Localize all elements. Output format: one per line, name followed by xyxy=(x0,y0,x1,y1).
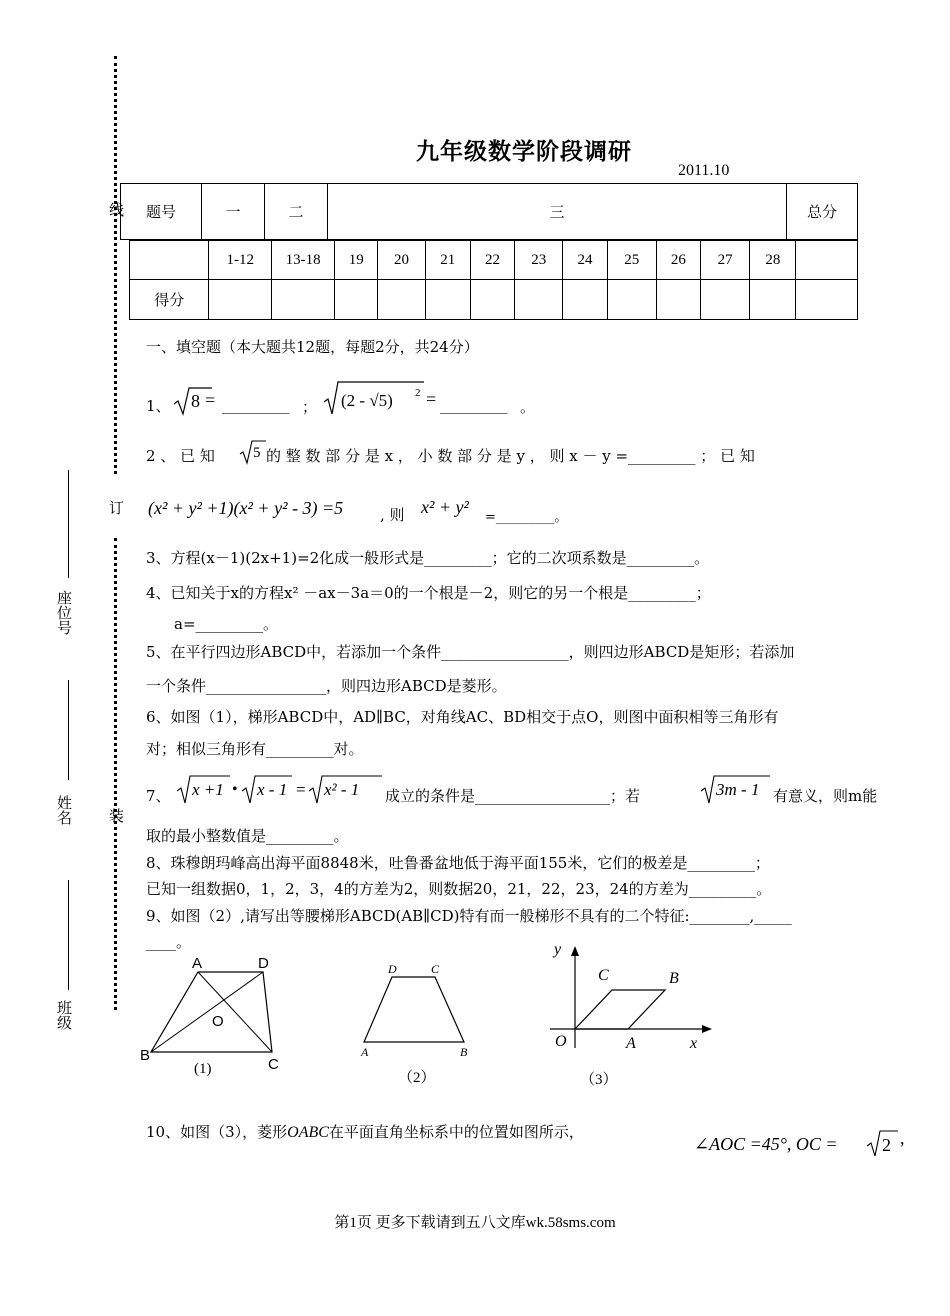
fig3-label-x: x xyxy=(690,1035,698,1052)
fig3-label-b: B xyxy=(669,970,679,987)
header-cell-number: 题号 xyxy=(121,184,202,240)
q10-comma: , xyxy=(900,1128,905,1148)
q2-lead: 2 、 已 知 xyxy=(146,447,220,465)
question-8-line-1: 8、珠穆朗玛峰高出海平面8848米，吐鲁番盆地低于海平面155米，它们的极差是_________； xyxy=(146,854,770,872)
fig1-caption: (1) xyxy=(194,1061,212,1077)
fig1-label-a: A xyxy=(192,956,203,972)
score-cell[interactable] xyxy=(607,280,656,320)
figure-2-isosceles-trapezoid xyxy=(358,960,478,1060)
q7-dot: • xyxy=(232,781,238,798)
question-5-line-1: 5、在平行四边形ABCD中，若添加一个条件_________________，则四边形ABCD是矩形；若添加 xyxy=(146,643,795,661)
q7-root-3: x² - 1 xyxy=(324,780,360,799)
q2-equation: (x² + y² +1)(x² + y² - 3) =5 xyxy=(148,498,344,518)
score-row-label: 得分 xyxy=(130,280,209,320)
question-5-line-2: 一个条件________________，则四边形ABCD是菱形。 xyxy=(146,677,507,695)
q1-period: 。 xyxy=(520,398,536,416)
score-col-26: 26 xyxy=(656,241,700,280)
seat-number-label: 座位号 xyxy=(55,590,73,635)
header-cell-part1: 一 xyxy=(202,184,265,240)
score-col-label xyxy=(130,241,209,280)
q1-radicand: 8 xyxy=(191,391,200,411)
score-cell[interactable] xyxy=(335,280,378,320)
score-table-body xyxy=(129,240,858,320)
fig2-label-d: D xyxy=(388,962,397,976)
binding-char-ding: 订 xyxy=(107,500,125,515)
q2-sum: x² + y² xyxy=(421,497,469,517)
question-4-line-2: a=_________。 xyxy=(174,615,279,633)
question-3: 3、方程(x－1)(2x+1)=2化成一般形式是_________；它的二次项系数是_________。 xyxy=(146,549,710,567)
score-cell[interactable] xyxy=(563,280,607,320)
q1-number: 1、 xyxy=(146,397,171,415)
q1-exponent: 2 xyxy=(415,387,421,399)
class-label: 班级 xyxy=(55,1000,73,1030)
fig2-label-b: B xyxy=(460,1045,468,1059)
question-7-end: 有意义，则m能 xyxy=(773,787,878,805)
q1-blank-1[interactable]: _________ xyxy=(222,396,290,414)
q10-text: 在平面直角坐标系中的位置如图所示， xyxy=(328,1123,584,1141)
q7-math-expression xyxy=(176,773,386,807)
q1-equals-1: = xyxy=(205,390,216,410)
question-6-line-1: 6、如图（1），梯形ABCD中，AD∥BC，对角线AC、BD相交于点O，则图中面积相等三角形有 xyxy=(146,708,779,726)
exam-date: 2011.10 xyxy=(678,162,730,179)
q7-math-3m xyxy=(700,773,774,807)
figure-3-rhombus-coordinates xyxy=(546,938,716,1054)
fig3-label-a: A xyxy=(626,1035,636,1052)
binding-char-zhuang: 装 xyxy=(107,808,125,823)
score-cell[interactable] xyxy=(701,280,750,320)
q2-blank[interactable]: =_________。 xyxy=(485,510,568,525)
question-8-line-2: 已知一组数据0，1，2，3，4的方差为2，则数据20，21，22，23，24的方差为_________。 xyxy=(146,880,772,898)
q7-root-1: x +1 xyxy=(192,780,224,799)
fig1-label-c: C xyxy=(268,1056,279,1073)
question-7-line-2: 取的最小整数值是_________。 xyxy=(146,827,349,845)
figure-1-trapezoid xyxy=(136,956,296,1080)
page-footer: 第1页 更多下载请到五八文库wk.58sms.com xyxy=(334,1215,616,1231)
fig3-label-c: C xyxy=(598,967,609,984)
score-cell[interactable] xyxy=(272,280,335,320)
question-2-line-1b xyxy=(266,446,755,466)
fig2-label-a: A xyxy=(361,1045,369,1059)
q2-radicand: 5 xyxy=(253,445,261,461)
q2-math-sqrt5 xyxy=(238,438,268,466)
score-col-1-12: 1-12 xyxy=(209,241,272,280)
score-cell[interactable] xyxy=(425,280,470,320)
name-label: 姓名 xyxy=(55,795,73,825)
q1-blank-2[interactable]: _________ xyxy=(440,396,508,414)
q1-equals-2: = xyxy=(426,389,437,409)
score-cell[interactable] xyxy=(378,280,425,320)
fig3-caption: （3） xyxy=(580,1072,618,1088)
q1-math-root-expression xyxy=(322,378,430,418)
fig3-label-y: y xyxy=(554,941,562,958)
q10-math-sqrt2 xyxy=(866,1128,900,1160)
question-1 xyxy=(146,396,171,416)
fig2-label-c: C xyxy=(431,962,440,976)
header-cell-part3: 三 xyxy=(328,184,787,240)
q7-root-2: x - 1 xyxy=(257,780,288,799)
score-col-22: 22 xyxy=(470,241,514,280)
score-cell[interactable] xyxy=(796,280,858,320)
q2-text: 的 整 数 部 分 是 x ， 小 数 部 分 是 y ， 则 x － y =_________ ； 已 知 xyxy=(266,447,755,465)
question-9-line-1: 9、如图（2）,请写出等腰梯形ABCD(AB∥CD)特有而一般梯形不具有的二个特征:________,_____ xyxy=(146,907,792,925)
question-10 xyxy=(146,1122,584,1143)
score-col-27: 27 xyxy=(701,241,750,280)
score-col-28: 28 xyxy=(750,241,796,280)
score-col-13-18: 13-18 xyxy=(272,241,335,280)
score-cell[interactable] xyxy=(750,280,796,320)
score-col-21: 21 xyxy=(425,241,470,280)
binding-line-bottom xyxy=(114,538,117,1010)
q2-then: , 则 xyxy=(380,506,405,524)
score-col-25: 25 xyxy=(607,241,656,280)
question-9-line-2: ____。 xyxy=(146,933,192,951)
page-title: 九年级数学阶段调研 xyxy=(416,139,632,165)
score-col-total xyxy=(796,241,858,280)
score-table-header xyxy=(120,183,858,240)
score-cell[interactable] xyxy=(209,280,272,320)
q10-radicand: 2 xyxy=(882,1135,891,1155)
question-4-line-1: 4、已知关于x的方程x² －ax－3a＝0的一个根是－2，则它的另一个根是_________； xyxy=(146,584,711,602)
question-2-line-1 xyxy=(146,446,220,466)
fig3-label-o: O xyxy=(555,1033,567,1050)
q10-angle-condition: ∠AOC =45°, OC = xyxy=(694,1134,838,1154)
q10-rhombus-name: OABC xyxy=(287,1124,329,1141)
q1-separator: ； xyxy=(302,398,318,416)
q7-root-4: 3m - 1 xyxy=(716,780,760,799)
score-cell[interactable] xyxy=(656,280,700,320)
question-7-number: 7、 xyxy=(146,787,171,805)
score-col-24: 24 xyxy=(563,241,607,280)
score-cell[interactable] xyxy=(515,280,563,320)
score-col-23: 23 xyxy=(515,241,563,280)
header-cell-total: 总分 xyxy=(787,184,858,240)
q1-inner: (2 - √5) xyxy=(341,391,393,410)
score-col-19: 19 xyxy=(335,241,378,280)
question-6-line-2: 对；相似三角形有_________对。 xyxy=(146,740,364,758)
fig1-label-o: O xyxy=(212,1013,224,1030)
name-blank[interactable] xyxy=(68,680,69,780)
question-7-middle: 成立的条件是__________________；若 xyxy=(385,787,641,805)
q10-lead: 10、如图（3），菱形 xyxy=(146,1123,288,1141)
binding-line-top xyxy=(114,56,117,474)
seat-number-blank[interactable] xyxy=(68,470,69,578)
score-col-20: 20 xyxy=(378,241,425,280)
fig2-caption: （2） xyxy=(398,1070,436,1086)
fig1-label-d: D xyxy=(258,956,269,972)
fig1-label-b: B xyxy=(140,1047,151,1064)
q7-equals: = xyxy=(296,780,306,799)
class-blank[interactable] xyxy=(68,880,69,990)
score-cell[interactable] xyxy=(470,280,514,320)
header-cell-part2: 二 xyxy=(265,184,328,240)
section-heading: 一、填空题（本大题共12题，每题2分，共24分） xyxy=(146,338,479,356)
binding-char-xian: 线 xyxy=(107,202,125,217)
